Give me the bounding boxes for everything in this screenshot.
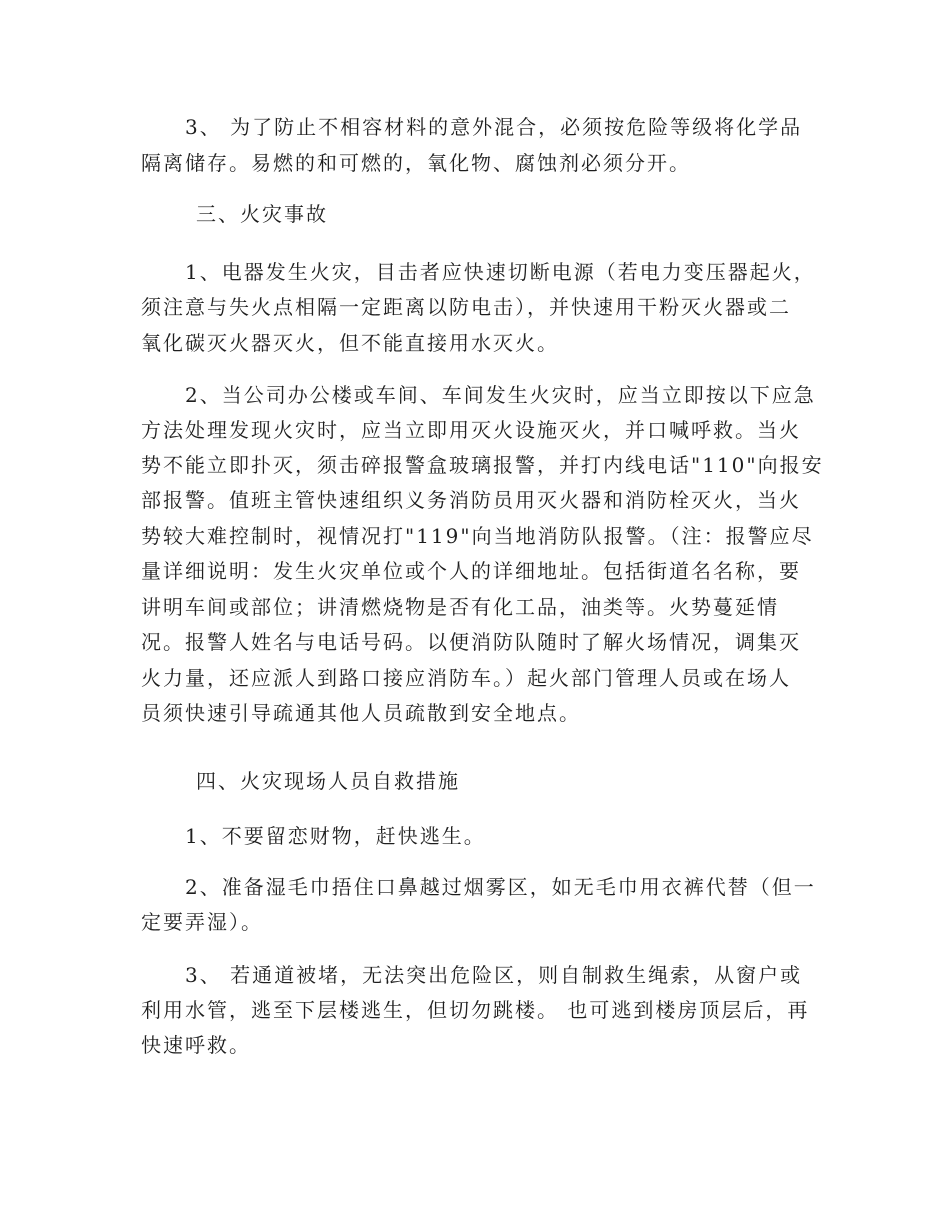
paragraph-line: 势不能立即扑灭，须击碎报警盒玻璃报警，并打内线电话"110"向报安 xyxy=(141,453,824,477)
paragraph-line: 方法处理发现火灾时，应当立即用灭火设施灭火，并口喊呼救。当火 xyxy=(141,418,801,442)
paragraph-line: 快速呼救。 xyxy=(141,1033,251,1057)
section-heading: 四、火灾现场人员自救措施 xyxy=(196,769,460,793)
paragraph-line: 部报警。值班主管快速组织义务消防员用灭火器和消防栓灭火，当火 xyxy=(141,488,801,512)
paragraph-line: 3、 为了防止不相容材料的意外混合，必须按危险等级将化学品 xyxy=(185,115,803,139)
paragraph-line: 2、当公司办公楼或车间、车间发生火灾时，应当立即按以下应急 xyxy=(185,383,816,407)
paragraph-line: 须注意与失火点相隔一定距离以防电击），并快速用干粉灭火器或二 xyxy=(141,295,791,319)
paragraph-line: 3、 若通道被堵，无法突出危险区，则自制救生绳索，从窗户或 xyxy=(185,963,803,987)
paragraph-line: 量详细说明：发生火灾单位或个人的详细地址。包括街道名名称，要 xyxy=(141,559,801,583)
paragraph-line: 讲明车间或部位；讲清燃烧物是否有化工品，油类等。火势蔓延情 xyxy=(141,595,779,619)
paragraph-line: 定要弄湿）。 xyxy=(141,910,263,934)
paragraph-line: 1、不要留恋财物，赶快逃生。 xyxy=(185,824,486,848)
paragraph-line: 利用水管，逃至下层楼逃生，但切勿跳楼。 也可逃到楼房顶层后，再 xyxy=(141,998,810,1022)
paragraph-line: 势较大难控制时，视情况打"119"向当地消防队报警。（注：报警应尽 xyxy=(141,524,814,548)
paragraph-line: 况。报警人姓名与电话号码。以便消防队随时了解火场情况，调集灭 xyxy=(141,630,801,654)
paragraph-line: 员须快速引导疏通其他人员疏散到安全地点。 xyxy=(141,701,581,725)
section-heading: 三、火灾事故 xyxy=(196,202,328,226)
paragraph-line: 2、准备湿毛巾捂住口鼻越过烟雾区，如无毛巾用衣裤代替（但一 xyxy=(185,875,816,899)
paragraph-line: 氧化碳灭火器灭火，但不能直接用水灭火。 xyxy=(141,331,559,355)
paragraph-line: 火力量，还应派人到路口接应消防车。）起火部门管理人员或在场人 xyxy=(141,666,791,690)
paragraph-line: 1、电器发生火灾，目击者应快速切断电源（若电力变压器起火， xyxy=(185,260,816,284)
paragraph-line: 隔离储存。易燃的和可燃的，氧化物、腐蚀剂必须分开。 xyxy=(141,151,691,175)
